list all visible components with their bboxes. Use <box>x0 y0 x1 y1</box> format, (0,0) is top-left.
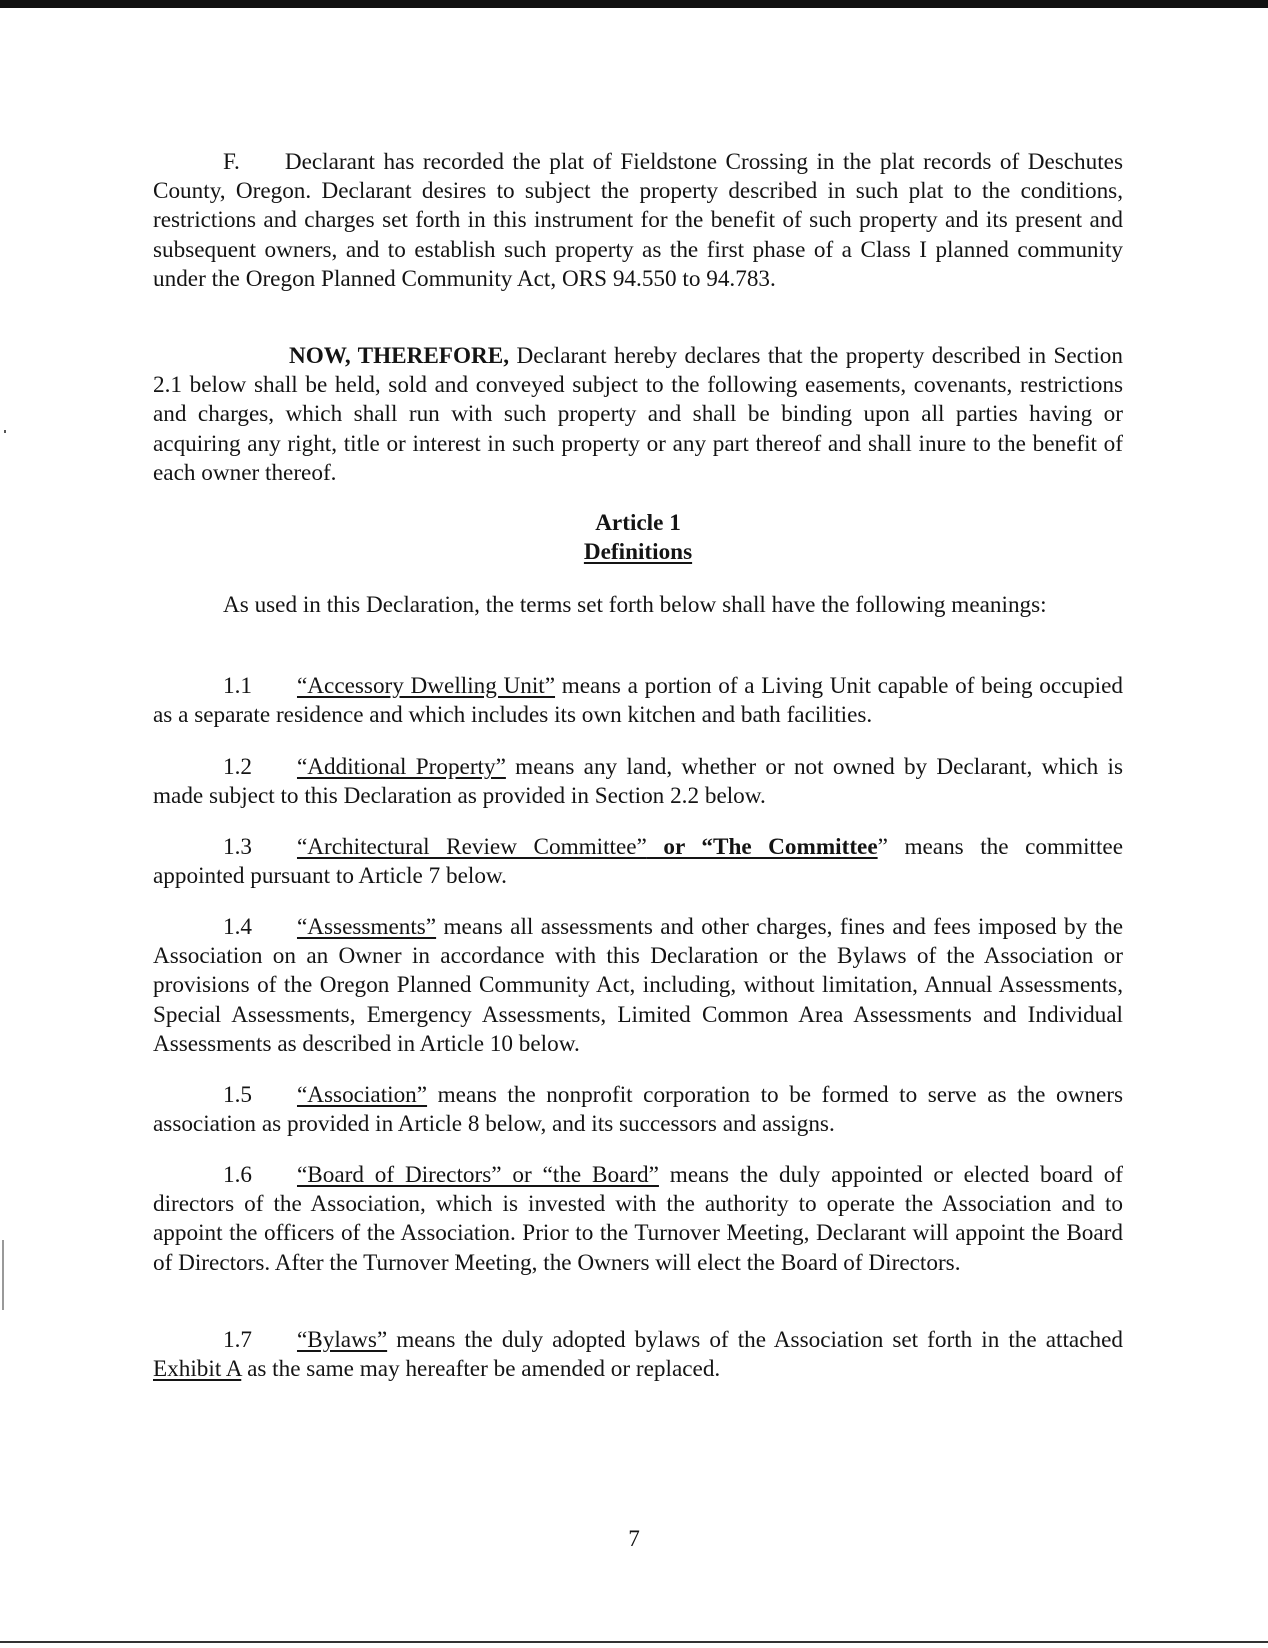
definition-number: 1.4 <box>223 914 252 940</box>
definition-text: means the nonprofit corporation to be formed to serve as the owners association as provided in Article 8 below, and its successors and assigns. <box>153 1082 1123 1138</box>
exhibit-reference: Exhibit A <box>153 1356 242 1383</box>
definition-number: 1.2 <box>223 754 252 780</box>
definition-text-after: as the same may hereafter be amended or replaced. <box>241 1356 721 1383</box>
definition-text: means the duly appointed or elected board of directors of the Association, which is invested with the authority to operate the Association and to appoint the officers of the Association. Prior to the Turnover Meeting, Declarant will appoint the Board of Directors. After the Turnover Meeting, the Owners will elect the Board of Directors. <box>153 1162 1124 1276</box>
definition-1-7 <box>153 1326 1123 1384</box>
definition-1-1 <box>153 672 1123 730</box>
definition-1-6 <box>153 1161 1123 1278</box>
definition-text: means any land, whether or not owned by Declarant, which is made subject to this Declaration as provided in Section 2.2 below. <box>153 754 1124 810</box>
paragraph-text: Declarant has recorded the plat of Fieldstone Crossing in the plat records of Deschutes County, Oregon. Declarant desires to subject the property described in such plat to the conditions, restrictions and charges set forth in this instrument for the benefit of such property and its present and subsequent owners, and to establish such property as the first phase of a Class I planned community under the Oregon Planned Community Act, ORS 94.550 to 94.783. <box>153 149 1123 292</box>
definition-number: 1.5 <box>223 1082 252 1108</box>
paragraph-text: Declarant hereby declares that the property described in Section 2.1 below shall be held, sold and conveyed subject to the following easements, covenants, restrictions and charges, which shall run with such property and shall be binding upon all parties having or acquiring any right, title or interest in such property or any part thereof and shall inure to the benefit of each owner thereof. <box>153 343 1123 486</box>
page-number: 7 <box>628 1526 640 1552</box>
definition-number: 1.3 <box>223 834 252 860</box>
definition-term-bold: or “The Committee <box>646 834 878 860</box>
definition-number: 1.6 <box>223 1162 252 1188</box>
definition-term: “Assessments” <box>296 914 437 940</box>
paragraph-label: F. <box>223 149 240 175</box>
article-title: Definitions <box>583 539 693 565</box>
definition-number: 1.7 <box>223 1327 252 1353</box>
definition-term: “Architectural Review Committee” <box>296 834 647 860</box>
definition-term: “Board of Directors” or “the Board” <box>296 1162 659 1188</box>
definition-1-5 <box>153 1081 1123 1139</box>
definition-text: means the duly adopted bylaws of the Association set forth in the attached <box>387 1327 1123 1353</box>
definition-1-2 <box>153 753 1123 811</box>
definition-1-3 <box>153 833 1123 891</box>
definition-text: means the committee appointed pursuant to Article 7 below. <box>153 834 1123 890</box>
definition-number: 1.1 <box>223 673 252 699</box>
paragraph-now-therefore <box>153 342 1123 488</box>
paragraph-f <box>153 148 1123 294</box>
definition-term: “Accessory Dwelling Unit” <box>296 673 556 699</box>
definition-term-close: ” <box>877 834 888 860</box>
definition-text: means a portion of a Living Unit capable of being occupied as a separate residence and which includes its own kitchen and bath facilities. <box>153 673 1123 729</box>
definition-term: “Association” <box>296 1082 428 1108</box>
definition-term: “Bylaws” <box>296 1327 388 1353</box>
definition-text: means all assessments and other charges, fines and fees imposed by the Association on an Owner in accordance with this Declaration or the Bylaws of the Association or provisions of the Oregon Planned Community Act, including, without limitation, Annual Assessments, Special Assessments, Emergency Assessments, Limited Common Area Assessments and Individual Assessments as described in Article 10 below. <box>153 914 1123 1057</box>
scan-bottom-border <box>0 1641 1268 1643</box>
article-number: Article 1 <box>595 510 681 536</box>
paragraph-lead: NOW, THEREFORE, <box>289 343 510 369</box>
definition-term: “Additional Property” <box>296 754 506 780</box>
definition-1-4 <box>153 913 1123 1059</box>
definitions-intro: As used in this Declaration, the terms set forth below shall have the following meanings: <box>223 592 1047 618</box>
